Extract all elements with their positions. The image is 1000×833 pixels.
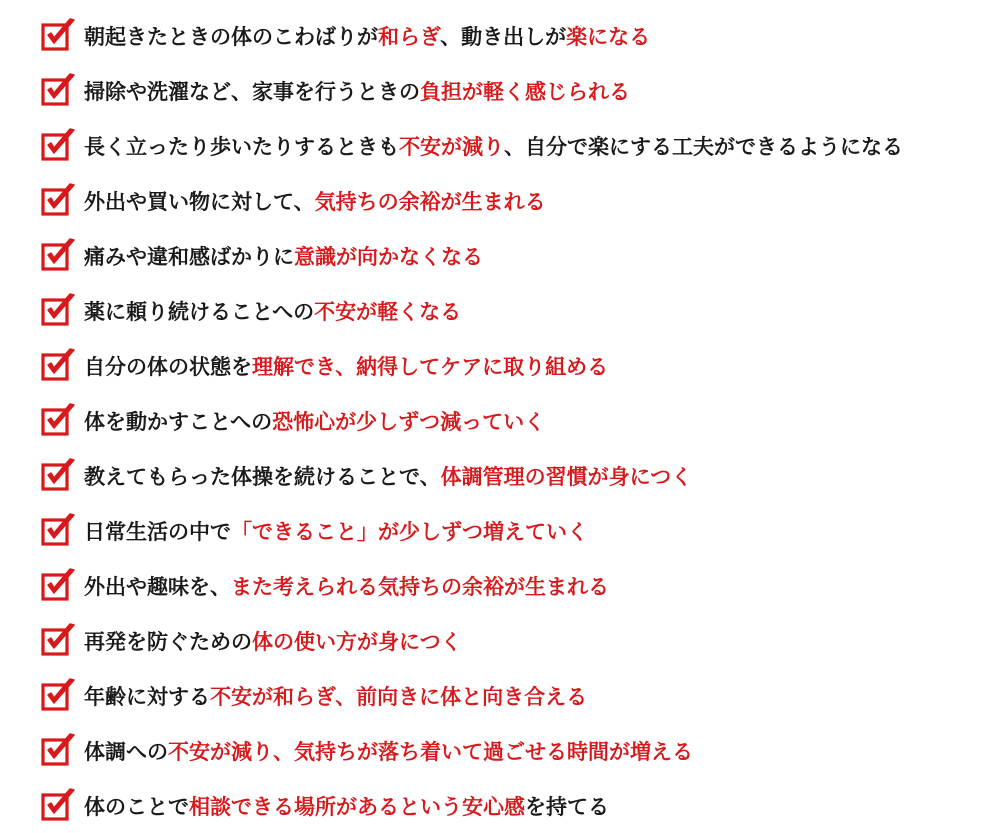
- body-text: 掃除や洗濯など、家事を行うときの: [84, 79, 420, 104]
- list-item: [40, 63, 903, 118]
- highlighted-text: 負担が軽く感じられる: [420, 79, 630, 104]
- checkbox-check-icon: [40, 346, 78, 384]
- list-item: [40, 393, 903, 448]
- checkbox-check-icon: [40, 731, 78, 769]
- checkbox-check-icon: [40, 16, 78, 54]
- body-text: 教えてもらった体操を続けることで、: [84, 464, 441, 489]
- highlighted-text: 意識が向かなくなる: [294, 244, 483, 269]
- body-text: 痛みや違和感ばかりに: [84, 244, 294, 269]
- list-item-text: [84, 351, 608, 381]
- list-item-text: [84, 241, 483, 271]
- list-item: [40, 173, 903, 228]
- highlighted-text: 体の使い方が身につく: [252, 629, 462, 654]
- highlighted-text: 相談できる場所があるという安心感: [189, 794, 525, 819]
- body-text: 体調への: [84, 739, 168, 764]
- list-item-text: [84, 131, 903, 161]
- highlighted-text: 不安が和らぎ、前向きに体と向き合える: [210, 684, 588, 709]
- list-item-text: [84, 516, 588, 546]
- body-text: 、動き出しが: [440, 24, 567, 49]
- list-item: [40, 283, 903, 338]
- list-item-text: [84, 406, 545, 436]
- body-text: 体を動かすことへの: [84, 409, 273, 434]
- list-item: [40, 558, 903, 613]
- body-text: 朝起きたときの体のこわばりが: [84, 24, 378, 49]
- highlighted-text: 楽になる: [566, 24, 651, 49]
- checkbox-check-icon: [40, 456, 78, 494]
- list-item-text: [84, 626, 462, 656]
- body-text: 体のことで: [84, 794, 189, 819]
- list-item-text: [84, 791, 609, 821]
- body-text: 外出や買い物に対して、: [84, 189, 315, 214]
- highlighted-text: 不安が減り、気持ちが落ち着いて過ごせる時間が増える: [168, 739, 693, 764]
- body-text: 自分の体の状態を: [84, 354, 252, 379]
- body-text: 、自分で楽にする工夫ができるようになる: [504, 134, 903, 159]
- list-item: [40, 338, 903, 393]
- checkbox-check-icon: [40, 621, 78, 659]
- body-text: を持てる: [525, 794, 609, 819]
- checkbox-check-icon: [40, 511, 78, 549]
- list-item-text: [84, 736, 693, 766]
- highlighted-text: 不安が軽くなる: [314, 299, 462, 324]
- body-text: 薬に頼り続けることへの: [84, 299, 315, 324]
- checkbox-check-icon: [40, 401, 78, 439]
- checkbox-check-icon: [40, 126, 78, 164]
- list-item: [40, 228, 903, 283]
- body-text: 年齢に対する: [84, 684, 210, 709]
- checkbox-check-icon: [40, 676, 78, 714]
- list-item-text: [84, 186, 546, 216]
- list-item-text: [84, 21, 650, 51]
- list-item: [40, 8, 903, 63]
- benefits-checklist: [40, 8, 903, 833]
- body-text: 再発を防ぐための: [84, 629, 252, 654]
- list-item-text: [84, 461, 692, 491]
- highlighted-text: 気持ちの余裕が生まれる: [314, 189, 546, 214]
- checkbox-check-icon: [40, 181, 78, 219]
- body-text: 日常生活の中で: [84, 519, 231, 544]
- checkbox-check-icon: [40, 291, 78, 329]
- checkbox-check-icon: [40, 71, 78, 109]
- highlighted-text: 不安が減り: [399, 134, 504, 159]
- body-text: 外出や趣味を、: [84, 574, 231, 599]
- checkbox-check-icon: [40, 566, 78, 604]
- list-item-text: [84, 681, 587, 711]
- list-item: [40, 613, 903, 668]
- highlighted-text: また考えられる気持ちの余裕が生まれる: [231, 574, 609, 599]
- list-item-text: [84, 76, 630, 106]
- body-text: 長く立ったり歩いたりするときも: [84, 134, 399, 159]
- list-item: [40, 778, 903, 833]
- list-item-text: [84, 571, 609, 601]
- list-item: [40, 118, 903, 173]
- list-item: [40, 448, 903, 503]
- list-item-text: [84, 296, 461, 326]
- highlighted-text: 和らぎ: [378, 24, 441, 49]
- highlighted-text: 体調管理の習慣が身につく: [440, 464, 693, 489]
- highlighted-text: 恐怖心が少しずつ減っていく: [272, 409, 546, 434]
- highlighted-text: 理解でき、納得してケアに取り組める: [252, 354, 609, 379]
- list-item: [40, 723, 903, 778]
- checkbox-check-icon: [40, 786, 78, 824]
- list-item: [40, 503, 903, 558]
- checkbox-check-icon: [40, 236, 78, 274]
- list-item: [40, 668, 903, 723]
- highlighted-text: 「できること」が少しずつ増えていく: [231, 519, 588, 544]
